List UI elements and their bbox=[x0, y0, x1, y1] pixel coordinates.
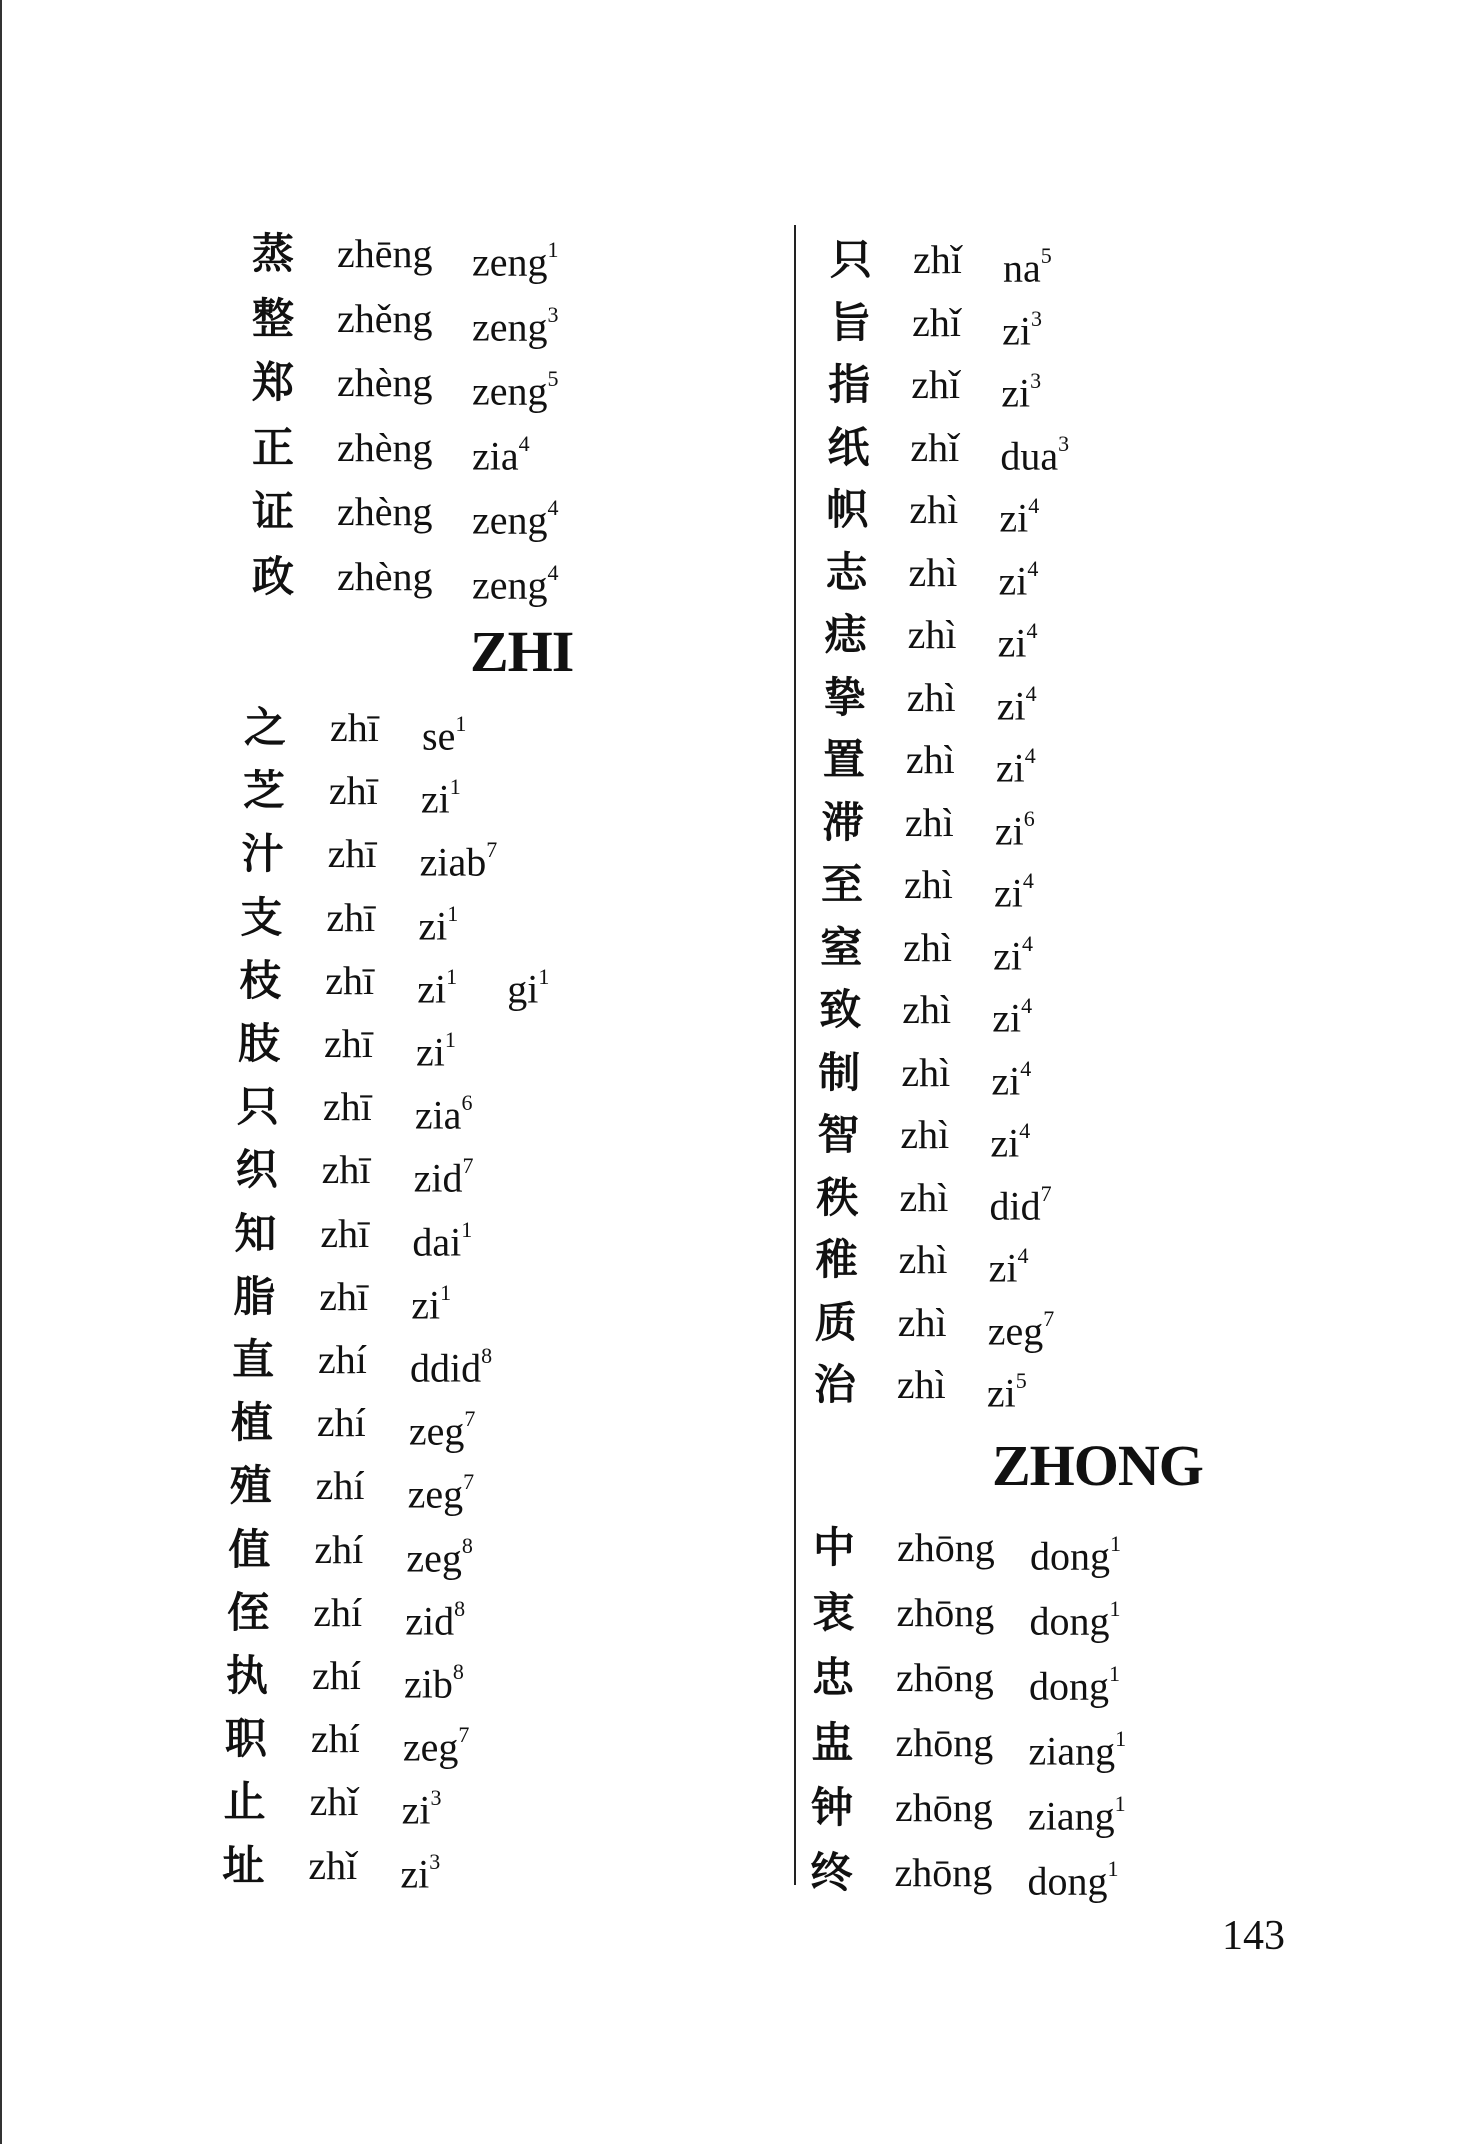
dialect-reading: zeng$^3$ bbox=[472, 301, 559, 349]
pinyin: zhēng bbox=[337, 231, 433, 276]
tone-number: 1 bbox=[461, 1216, 473, 1242]
hanzi: 植 bbox=[230, 1398, 273, 1448]
hanzi: 正 bbox=[252, 422, 295, 472]
hanzi: 志 bbox=[825, 547, 868, 597]
tone-number: 6 bbox=[1023, 805, 1035, 831]
dialect-reading: $zi^5$ bbox=[986, 1368, 1027, 1416]
pinyin: zhī bbox=[328, 768, 378, 814]
pinyin: zhèng bbox=[337, 424, 433, 470]
tone-number: 1 bbox=[1107, 1856, 1119, 1881]
pinyin: zhī bbox=[324, 1021, 373, 1066]
dialect-reading: did$^7$ bbox=[989, 1180, 1052, 1228]
tone-number: 7 bbox=[464, 1406, 476, 1432]
dialect-reading: $zi^4$ bbox=[988, 1243, 1029, 1291]
dialect-reading: zeg$^7$ bbox=[407, 1469, 475, 1517]
dialect-reading: zeng$^4$ bbox=[472, 495, 559, 543]
pinyin: zhì bbox=[909, 487, 959, 532]
hanzi: 旨 bbox=[829, 297, 872, 347]
pinyin: zhì bbox=[903, 924, 952, 970]
tone-number: 1 bbox=[1109, 1661, 1120, 1686]
section-heading: ZHONG bbox=[992, 1433, 1203, 1498]
hanzi: 窒 bbox=[820, 922, 863, 972]
dialect-reading: zia$^4$ bbox=[472, 430, 530, 478]
hanzi: 治 bbox=[813, 1360, 856, 1409]
hanzi: 秩 bbox=[816, 1172, 859, 1222]
tone-number: 4 bbox=[1027, 555, 1039, 581]
dialect-reading: dong$^1$ bbox=[1027, 1856, 1119, 1904]
tone-number: 4 bbox=[547, 495, 559, 520]
hanzi: 枝 bbox=[239, 955, 282, 1005]
tone-number: 1 bbox=[455, 711, 467, 736]
tone-number: 1 bbox=[1115, 1726, 1127, 1751]
pinyin: zhì bbox=[896, 1362, 946, 1407]
hanzi: 终 bbox=[810, 1848, 853, 1897]
tone-number: 1 bbox=[444, 1027, 456, 1052]
pinyin: zhī bbox=[330, 705, 379, 750]
tone-number: 1 bbox=[1109, 1596, 1121, 1621]
hanzi: 致 bbox=[819, 985, 862, 1034]
pinyin: zhōng bbox=[894, 1850, 993, 1895]
hanzi: 指 bbox=[828, 360, 871, 409]
dialect-reading: $zi^4$ bbox=[998, 555, 1039, 603]
dialect-reading: ziang$^1$ bbox=[1028, 1726, 1127, 1774]
dialect-reading: $zi^4$ bbox=[995, 743, 1036, 791]
pinyin: zhǐ bbox=[911, 362, 961, 407]
pinyin: zhǐ bbox=[913, 237, 962, 282]
dialect-reading: ziang$^1$ bbox=[1028, 1791, 1126, 1839]
dialect-reading: $zi^4$ bbox=[994, 868, 1034, 916]
page-number: 143 bbox=[1222, 1913, 1285, 1959]
hanzi: 汁 bbox=[241, 829, 284, 879]
pinyin: zhì bbox=[902, 987, 952, 1032]
pinyin: zhī bbox=[327, 831, 377, 877]
tone-number: 1 bbox=[1110, 1531, 1121, 1556]
tone-number: 1 bbox=[446, 963, 458, 989]
dialect-reading: dai$^1$ bbox=[412, 1216, 473, 1264]
tone-number: 4 bbox=[1021, 993, 1033, 1018]
hanzi: 执 bbox=[226, 1651, 269, 1700]
pinyin: zhōng bbox=[895, 1720, 994, 1765]
tone-number: 7 bbox=[486, 837, 498, 863]
hanzi: 钟 bbox=[811, 1783, 854, 1832]
tone-number: 8 bbox=[454, 1595, 466, 1621]
dialect-reading: $zi^4$ bbox=[991, 1055, 1032, 1103]
dialect-reading: $na^5$ bbox=[1003, 243, 1052, 291]
tone-number: 3 bbox=[1030, 305, 1042, 331]
hanzi: 侄 bbox=[227, 1587, 270, 1637]
tone-number: 1 bbox=[449, 774, 461, 800]
tone-number: 4 bbox=[1022, 868, 1034, 893]
dialect-reading: dua$^3$ bbox=[1000, 430, 1070, 478]
tone-number: 1 bbox=[547, 237, 559, 262]
pinyin: zhì bbox=[904, 862, 953, 907]
hanzi: 职 bbox=[224, 1714, 267, 1764]
dialect-reading: $zi^4$ bbox=[999, 493, 1040, 541]
pinyin: zhì bbox=[898, 1237, 948, 1282]
tone-number: 4 bbox=[1024, 743, 1036, 768]
pinyin: zhí bbox=[314, 1526, 364, 1572]
pinyin: zhī bbox=[326, 894, 376, 940]
hanzi: 肢 bbox=[238, 1019, 281, 1068]
section-heading: ZHI bbox=[470, 619, 574, 684]
hanzi: 痣 bbox=[824, 610, 867, 659]
tone-number: 4 bbox=[1028, 493, 1040, 518]
pinyin: zhì bbox=[901, 1049, 951, 1095]
dialect-reading: dong$^1$ bbox=[1029, 1596, 1121, 1644]
pinyin: zhì bbox=[904, 799, 954, 845]
dialect-reading: $zi^1$ bbox=[416, 1027, 456, 1075]
hanzi: 中 bbox=[813, 1523, 856, 1572]
hanzi: 蒸 bbox=[252, 229, 295, 278]
pinyin: zhī bbox=[322, 1084, 372, 1130]
tone-number: 5 bbox=[547, 366, 559, 391]
tone-number: 4 bbox=[518, 430, 530, 456]
tone-number: 7 bbox=[463, 1469, 475, 1495]
hanzi: 质 bbox=[814, 1297, 857, 1347]
tone-number: 8 bbox=[452, 1659, 464, 1684]
dialect-reading: $zi^4$ bbox=[997, 618, 1038, 666]
hanzi: 殖 bbox=[229, 1461, 272, 1511]
hanzi: 郑 bbox=[252, 358, 295, 407]
pinyin: zhěng bbox=[337, 295, 433, 341]
pinyin: zhì bbox=[908, 549, 958, 595]
pinyin: zhōng bbox=[895, 1785, 993, 1830]
pinyin: zhì bbox=[897, 1299, 947, 1345]
tone-number: 4 bbox=[1017, 1243, 1029, 1268]
dialect-reading: zeg$^7$ bbox=[402, 1722, 470, 1770]
dialect-reading: zeng$^1$ bbox=[472, 237, 559, 285]
dialect-reading: ziab$^7$ bbox=[419, 837, 498, 885]
pinyin: zhí bbox=[315, 1463, 365, 1509]
pinyin: zhí bbox=[318, 1337, 367, 1382]
dialect-reading: $zi^6$ bbox=[994, 805, 1035, 853]
pinyin: zhí bbox=[312, 1653, 361, 1698]
hanzi: 织 bbox=[235, 1145, 278, 1195]
hanzi: 制 bbox=[818, 1047, 861, 1097]
hanzi: 证 bbox=[252, 487, 295, 536]
pinyin: zhī bbox=[320, 1210, 370, 1256]
hanzi: 芝 bbox=[242, 766, 285, 816]
tone-number: 5 bbox=[1015, 1368, 1027, 1393]
dialect-reading: $se^1$ bbox=[422, 711, 467, 759]
tone-number: 3 bbox=[429, 1848, 441, 1874]
dialect-reading: dong$^1$ bbox=[1029, 1661, 1120, 1709]
hanzi: 政 bbox=[252, 551, 295, 601]
column-divider bbox=[794, 225, 796, 1885]
pinyin: zhī bbox=[319, 1273, 369, 1319]
tone-number: 4 bbox=[547, 559, 559, 585]
tone-number: 7 bbox=[1040, 1180, 1052, 1206]
dialect-reading: $zi^4$ bbox=[990, 1118, 1031, 1166]
hanzi: 整 bbox=[252, 293, 295, 343]
pinyin: zhǐ bbox=[912, 299, 961, 345]
tone-number: 7 bbox=[462, 1153, 474, 1179]
hanzi: 帜 bbox=[826, 485, 869, 534]
pinyin: zhī bbox=[321, 1147, 371, 1193]
pinyin: zhì bbox=[899, 1174, 949, 1220]
dialect-reading: $zi^4$ bbox=[993, 930, 1033, 978]
hanzi: 只 bbox=[830, 235, 873, 284]
dialect-reading: zid$^7$ bbox=[413, 1153, 474, 1201]
dialect-reading: ddid$^8$ bbox=[410, 1343, 493, 1391]
pinyin: zhǐ bbox=[910, 424, 960, 470]
dialect-reading: zid$^8$ bbox=[405, 1595, 466, 1644]
tone-number: 4 bbox=[1026, 618, 1038, 643]
tone-number: 7 bbox=[458, 1722, 470, 1748]
tone-number: 4 bbox=[1021, 930, 1033, 956]
hanzi: 盅 bbox=[811, 1718, 854, 1767]
hanzi: 直 bbox=[232, 1335, 275, 1384]
tone-number: 4 bbox=[1025, 680, 1037, 706]
hanzi: 置 bbox=[822, 735, 865, 784]
tone-number: 3 bbox=[1030, 368, 1042, 393]
dialect-reading: zeg$^8$ bbox=[406, 1532, 473, 1580]
dialect-reading: $zi^3$ bbox=[1001, 368, 1042, 416]
hanzi: 衷 bbox=[812, 1588, 855, 1637]
pinyin: zhī bbox=[325, 957, 375, 1003]
pinyin: zhèng bbox=[337, 360, 433, 405]
dialect-reading: $zi^1$ bbox=[420, 774, 461, 822]
hanzi: 挚 bbox=[823, 672, 866, 722]
dialect-reading: zib$^8$ bbox=[404, 1659, 464, 1707]
pinyin: zhǐ bbox=[308, 1842, 358, 1888]
hanzi: 只 bbox=[236, 1082, 279, 1132]
hanzi: 止 bbox=[223, 1777, 266, 1827]
pinyin: zhí bbox=[310, 1716, 360, 1762]
pinyin: zhōng bbox=[896, 1655, 994, 1700]
hanzi: 脂 bbox=[233, 1271, 276, 1321]
dialect-reading: $zi^1$ bbox=[411, 1279, 452, 1328]
hanzi: 忠 bbox=[812, 1653, 855, 1702]
dialect-reading: $zi^4$ bbox=[996, 680, 1037, 728]
dialect-reading: dong$^1$ bbox=[1030, 1531, 1121, 1579]
hanzi: 智 bbox=[817, 1110, 860, 1159]
tone-number: 8 bbox=[481, 1343, 493, 1368]
pinyin: zhōng bbox=[897, 1525, 995, 1570]
dialect-reading: zeg$^7$ bbox=[987, 1305, 1055, 1353]
tone-number: 1 bbox=[538, 963, 550, 989]
hanzi: 纸 bbox=[827, 422, 870, 472]
dialect-reading: zia$^6$ bbox=[414, 1090, 473, 1138]
tone-number: 4 bbox=[1020, 1055, 1032, 1081]
dialect-reading: zeg$^7$ bbox=[408, 1406, 476, 1454]
dialect-reading: zeng$^5$ bbox=[472, 366, 559, 414]
tone-number: 3 bbox=[1058, 430, 1070, 456]
pinyin: zhí bbox=[316, 1400, 366, 1446]
tone-number: 5 bbox=[1040, 243, 1052, 268]
pinyin: zhì bbox=[907, 612, 957, 657]
pinyin: zhōng bbox=[896, 1590, 995, 1635]
tone-number: 4 bbox=[1019, 1118, 1031, 1143]
hanzi: 值 bbox=[228, 1524, 271, 1574]
dialect-reading-alt: $gi^1$ bbox=[507, 963, 550, 1012]
tone-number: 1 bbox=[447, 900, 459, 926]
tone-number: 1 bbox=[1114, 1791, 1126, 1816]
page-edge-line bbox=[0, 0, 2, 2144]
dialect-reading: $zi^3$ bbox=[400, 1848, 441, 1896]
hanzi: 滞 bbox=[821, 797, 864, 847]
dialect-reading: $zi^3$ bbox=[401, 1785, 442, 1833]
dialect-reading: $zi^1$ bbox=[418, 900, 459, 948]
tone-number: 6 bbox=[461, 1090, 473, 1116]
hanzi: 知 bbox=[234, 1208, 277, 1258]
dialect-reading: $zi^3$ bbox=[1002, 305, 1042, 353]
dialect-reading: $zi^4$ bbox=[992, 993, 1033, 1041]
dialect-reading: zeng$^4$ bbox=[472, 559, 559, 607]
hanzi: 稚 bbox=[815, 1235, 858, 1284]
pinyin: zhèng bbox=[337, 489, 433, 534]
hanzi: 至 bbox=[821, 860, 864, 909]
tone-number: 8 bbox=[461, 1532, 473, 1558]
hanzi: 支 bbox=[240, 892, 283, 942]
pinyin: zhì bbox=[900, 1112, 950, 1157]
pinyin: zhèng bbox=[337, 553, 433, 599]
tone-number: 7 bbox=[1043, 1305, 1055, 1331]
pinyin: zhì bbox=[905, 737, 955, 782]
dialect-reading: $zi^1$ bbox=[417, 963, 458, 1012]
pinyin: zhǐ bbox=[309, 1779, 359, 1825]
pinyin: zhì bbox=[906, 674, 956, 720]
hanzi: 址 bbox=[222, 1840, 265, 1890]
hanzi: 之 bbox=[244, 703, 287, 752]
tone-number: 1 bbox=[440, 1279, 452, 1305]
tone-number: 3 bbox=[430, 1785, 442, 1811]
tone-number: 3 bbox=[547, 301, 559, 327]
pinyin: zhí bbox=[313, 1589, 363, 1635]
